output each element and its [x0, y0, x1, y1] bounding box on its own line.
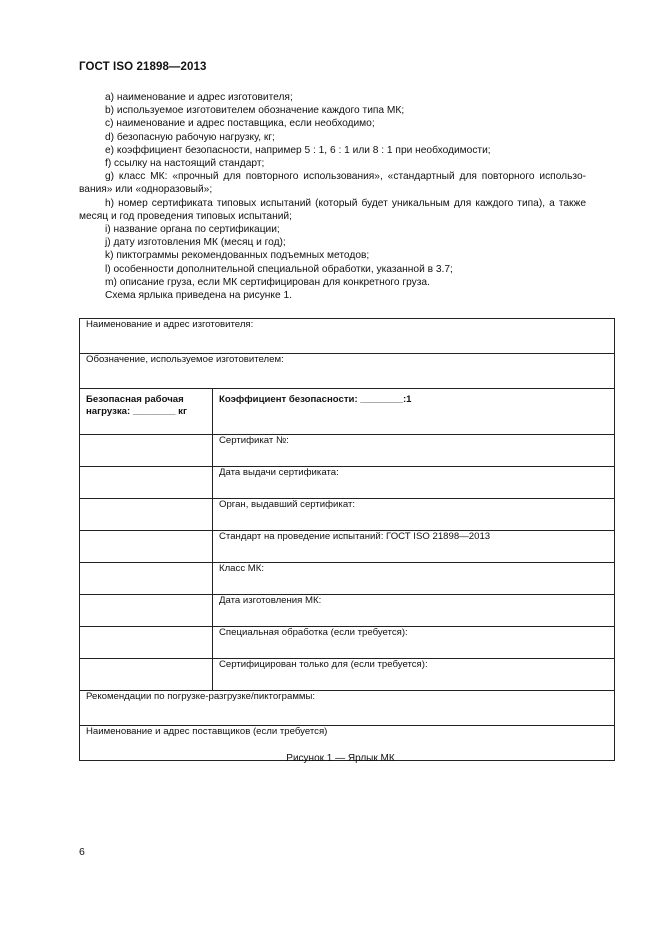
list-item: l) особенности дополнительной специальной обработки, указанной в 3.7; — [105, 263, 453, 275]
empty-cell — [80, 531, 213, 563]
empty-cell — [80, 435, 213, 467]
empty-cell — [80, 499, 213, 531]
figure-caption: Рисунок 1 — Ярлык МК — [286, 753, 395, 764]
empty-cell — [80, 563, 213, 595]
list-item: f) ссылку на настоящий стандарт; — [105, 158, 265, 170]
list-item: i) название органа по сертификации; — [105, 224, 280, 236]
empty-cell — [80, 467, 213, 499]
requirements-list — [79, 91, 586, 302]
certificate-date-field: Дата выдачи сертификата: — [213, 467, 615, 499]
list-item: c) наименование и адрес поставщика, если необходимо; — [105, 118, 375, 130]
list-item-continuation: месяц и год проведения типовых испытаний; — [79, 210, 292, 222]
list-item-continuation: вания» или «одноразовый»; — [79, 184, 213, 196]
empty-cell — [80, 659, 213, 691]
recommendations-field: Рекомендации по погрузке-разгрузке/пиктограммы: — [80, 691, 615, 726]
empty-cell — [80, 595, 213, 627]
page-number: 6 — [79, 846, 85, 858]
test-standard-field: Стандарт на проведение испытаний: ГОСТ ISO 21898—2013 — [213, 531, 615, 563]
document-header: ГОСТ ISO 21898—2013 — [79, 61, 207, 73]
list-item: h) номер сертификата типовых испытаний (который будет уникальным для каждого типа), а также — [105, 197, 586, 209]
class-field: Класс МК: — [213, 563, 615, 595]
designation-field: Обозначение, используемое изготовителем: — [80, 354, 615, 389]
list-item: m) описание груза, если МК сертифицирован для конкретного груза. — [105, 276, 430, 288]
list-item: b) используемое изготовителем обозначение каждого типа МК; — [105, 105, 405, 117]
certified-for-field: Сертифицирован только для (если требуется): — [213, 659, 615, 691]
list-item: a) наименование и адрес изготовителя; — [105, 92, 293, 103]
issuing-body-field: Орган, выдавший сертификат: — [213, 499, 615, 531]
scheme-reference: Схема ярлыка приведена на рисунке 1. — [105, 290, 292, 302]
empty-cell — [80, 627, 213, 659]
manufacturer-field: Наименование и адрес изготовителя: — [80, 319, 615, 354]
list-item: g) класс МК: «прочный для повторного использования», «стандартный для повторного использо- — [105, 171, 586, 183]
list-item: j) дату изготовления МК (месяц и год); — [105, 237, 286, 249]
certificate-number-field: Сертификат №: — [213, 435, 615, 467]
list-item: d) безопасную рабочую нагрузку, кг; — [105, 131, 275, 143]
label-scheme-table — [79, 318, 615, 761]
safe-working-load-field: Безопасная рабочая нагрузка: ________ кг — [80, 389, 213, 435]
manufacture-date-field: Дата изготовления МК: — [213, 595, 615, 627]
special-treatment-field: Специальная обработка (если требуется): — [213, 627, 615, 659]
suppliers-field: Наименование и адрес поставщиков (если требуется) — [80, 726, 615, 761]
safety-factor-field: Коэффициент безопасности: ________:1 — [213, 389, 615, 435]
list-item: e) коэффициент безопасности, например 5 : 1, 6 : 1 или 8 : 1 при необходимости; — [105, 144, 491, 156]
list-item: k) пиктограммы рекомендованных подъемных методов; — [105, 250, 370, 262]
